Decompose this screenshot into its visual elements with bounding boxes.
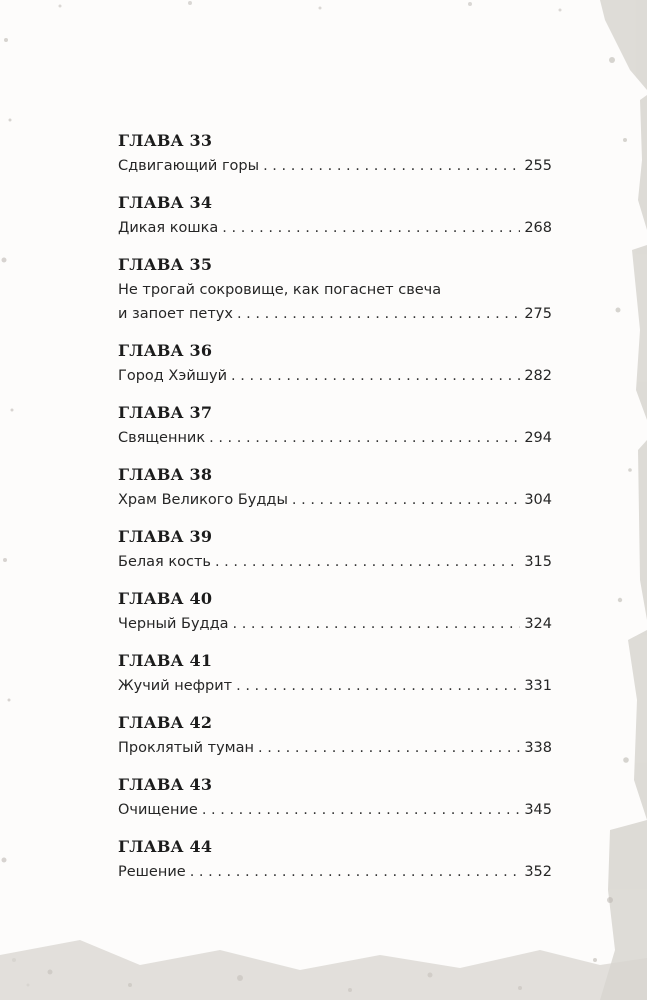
chapter-title-line — [118, 426, 552, 450]
chapter-title: Священник — [118, 430, 206, 446]
chapter-heading: ГЛАВА 41 — [118, 651, 213, 670]
chapter-heading: ГЛАВА 34 — [118, 193, 213, 212]
dot-leader — [209, 426, 520, 450]
page-number: 255 — [524, 158, 552, 174]
chapter-heading: ГЛАВА 39 — [118, 527, 213, 546]
chapter-title: Белая кость — [118, 554, 211, 570]
chapter-title: Дикая кошка — [118, 220, 219, 236]
chapter-title: Очищение — [118, 802, 198, 818]
page-number: 352 — [524, 864, 552, 880]
chapter-heading: ГЛАВА 36 — [118, 341, 213, 360]
chapter-title-line — [118, 278, 552, 302]
chapter-heading: ГЛАВА 35 — [118, 255, 213, 274]
chapter-title-line — [118, 860, 552, 884]
page-number: 294 — [524, 430, 552, 446]
chapter-heading: ГЛАВА 44 — [118, 837, 213, 856]
dot-leader — [190, 860, 521, 884]
toc-entry — [118, 400, 552, 450]
chapter-heading: ГЛАВА 38 — [118, 465, 213, 484]
chapter-title-line — [118, 736, 552, 760]
toc-entry — [118, 772, 552, 822]
page-number: 304 — [524, 492, 552, 508]
toc-entry — [118, 586, 552, 636]
page-number: 268 — [524, 220, 552, 236]
chapter-title: Храм Великого Будды — [118, 492, 288, 508]
chapter-title: Жучий нефрит — [118, 678, 233, 694]
dot-leader — [222, 216, 520, 240]
page-number: 331 — [524, 678, 552, 694]
chapter-title-line — [118, 154, 552, 178]
dot-leader — [231, 364, 520, 388]
page-number: 315 — [524, 554, 552, 570]
chapter-heading: ГЛАВА 37 — [118, 403, 213, 422]
chapter-title: и запоет петух — [118, 306, 233, 322]
chapter-title-line — [118, 612, 552, 636]
chapter-title-line — [118, 798, 552, 822]
toc-entry — [118, 252, 552, 326]
toc-entry — [118, 648, 552, 698]
page-number: 282 — [524, 368, 552, 384]
dot-leader — [292, 488, 520, 512]
chapter-heading: ГЛАВА 43 — [118, 775, 213, 794]
chapter-title-line — [118, 550, 552, 574]
chapter-title: Сдвигающий горы — [118, 158, 260, 174]
dot-leader — [202, 798, 521, 822]
chapter-title: Не трогай сокровище, как погаснет свеча — [118, 282, 442, 298]
page-number: 275 — [524, 306, 552, 322]
dot-leader — [215, 550, 520, 574]
page-number: 338 — [524, 740, 552, 756]
chapter-title: Город Хэйшуй — [118, 368, 228, 384]
chapter-title-line — [118, 302, 552, 326]
chapter-title-line — [118, 488, 552, 512]
toc-entry — [118, 338, 552, 388]
dot-leader — [233, 612, 521, 636]
chapter-title-line — [118, 364, 552, 388]
toc-entry — [118, 190, 552, 240]
chapter-heading: ГЛАВА 33 — [118, 131, 213, 150]
chapter-title: Проклятый туман — [118, 740, 254, 756]
chapter-title-line — [118, 216, 552, 240]
toc-entry — [118, 834, 552, 884]
dot-leader — [263, 154, 520, 178]
chapter-title-line — [118, 674, 552, 698]
page-number: 324 — [524, 616, 552, 632]
dot-leader — [237, 302, 520, 326]
dot-leader — [236, 674, 520, 698]
chapter-heading: ГЛАВА 40 — [118, 589, 213, 608]
chapter-title: Решение — [118, 864, 186, 880]
toc-entry — [118, 710, 552, 760]
toc-entry — [118, 524, 552, 574]
toc-entry — [118, 128, 552, 178]
toc-entry — [118, 462, 552, 512]
table-of-contents — [118, 128, 552, 884]
dot-leader — [258, 736, 520, 760]
chapter-heading: ГЛАВА 42 — [118, 713, 213, 732]
page-number: 345 — [524, 802, 552, 818]
chapter-title: Черный Будда — [118, 616, 229, 632]
